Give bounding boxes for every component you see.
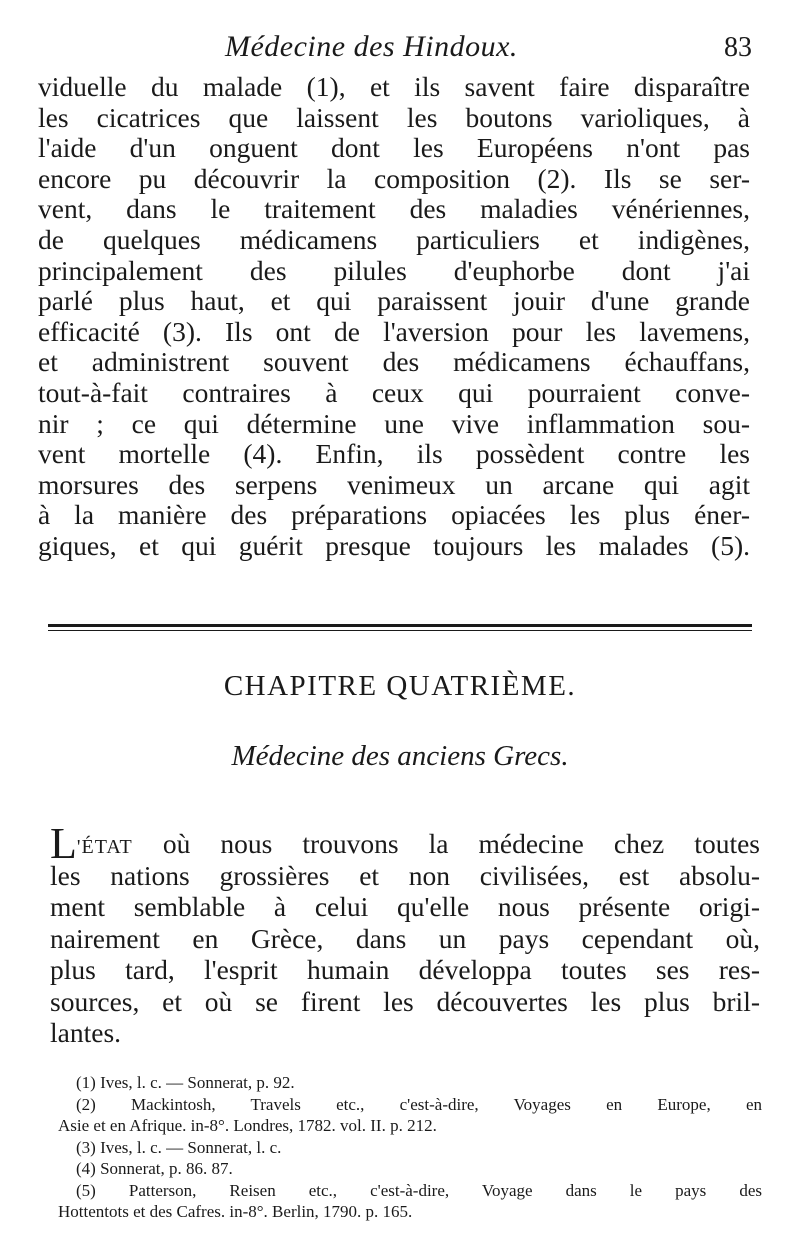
chapter-first-line	[50, 828, 760, 860]
chapter-divider-rule	[48, 624, 752, 627]
text-line: tout-à-fait contraires à ceux qui pourraient conve-	[38, 377, 750, 408]
text-line: l'aide d'un onguent dont les Européens n'ont pas	[38, 133, 750, 164]
text-line: principalement des pilules d'euphorbe dont j'ai	[38, 255, 750, 286]
text-line: les nations grossières et non civilisées, est absolu-	[50, 859, 760, 891]
drop-cap: L	[50, 828, 77, 860]
page-number: 83	[724, 32, 752, 63]
body-text	[38, 72, 750, 562]
text-line: nir ; ce qui détermine une vive inflammation sou-	[38, 408, 750, 439]
footnote: (4) Sonnerat, p. 86. 87.	[76, 1159, 233, 1178]
text-line: les cicatrices que laissent les boutons varioliques, à	[38, 102, 750, 133]
footnote-continuation: Asie et en Afrique. in-8°. Londres, 1782. vol. II. p. 212.	[58, 1116, 437, 1135]
running-title: Médecine des Hindoux.	[225, 30, 518, 63]
text-line: vent, dans le traitement des maladies vénériennes,	[38, 194, 750, 225]
text-line: à la manière des préparations opiacées les plus éner-	[38, 500, 750, 531]
text-line: nairement en Grèce, dans un pays cependant où,	[50, 922, 760, 954]
text-line: et administrent souvent des médicamens échauffans,	[38, 347, 750, 378]
first-line-text: où nous trouvons la médecine chez toutes	[132, 828, 760, 859]
small-caps-word: 'ÉTAT	[76, 836, 133, 858]
text-line: viduelle du malade (1), et ils savent faire disparaître	[38, 72, 750, 102]
footnote: (5) Patterson, Reisen etc., c'est-à-dire, Voyage dans le pays des	[76, 1180, 762, 1200]
footnote-continuation: Hottentots et des Cafres. in-8°. Berlin, 1790. p. 165.	[58, 1202, 413, 1221]
text-line: morsures des serpens venimeux un arcane qui agit	[38, 469, 750, 500]
text-line: lantes.	[50, 1017, 122, 1048]
footnote: (3) Ives, l. c. — Sonnerat, l. c.	[76, 1137, 282, 1157]
text-line: ment semblable à celui qu'elle nous présente origi-	[50, 891, 760, 922]
text-line: giques, et qui guérit presque toujours les malades (5).	[38, 530, 750, 561]
text-line: vent mortelle (4). Enfin, ils possèdent contre les	[38, 439, 750, 470]
chapter-divider-rule-thin	[48, 630, 752, 631]
text-line: sources, et où se firent les découvertes les plus bril-	[50, 985, 760, 1017]
running-head	[0, 30, 800, 70]
text-line: de quelques médicamens particuliers et indigènes,	[38, 224, 750, 255]
footnotes	[58, 1072, 762, 1223]
footnote: (1) Ives, l. c. — Sonnerat, p. 92.	[76, 1073, 295, 1092]
chapter-title: CHAPITRE QUATRIÈME.	[223, 670, 577, 702]
text-line: plus tard, l'esprit humain développa toutes ses res-	[50, 954, 760, 985]
chapter-subtitle: Médecine des anciens Grecs.	[231, 740, 569, 772]
chapter-body	[50, 828, 760, 1049]
text-line: encore pu découvrir la composition (2). Ils se ser-	[38, 163, 750, 194]
text-line: efficacité (3). Ils ont de l'aversion pour les lavemens,	[38, 316, 750, 347]
footnote: (2) Mackintosh, Travels etc., c'est-à-dire, Voyages en Europe, en	[76, 1094, 762, 1114]
text-line: parlé plus haut, et qui paraissent jouir d'une grande	[38, 286, 750, 317]
